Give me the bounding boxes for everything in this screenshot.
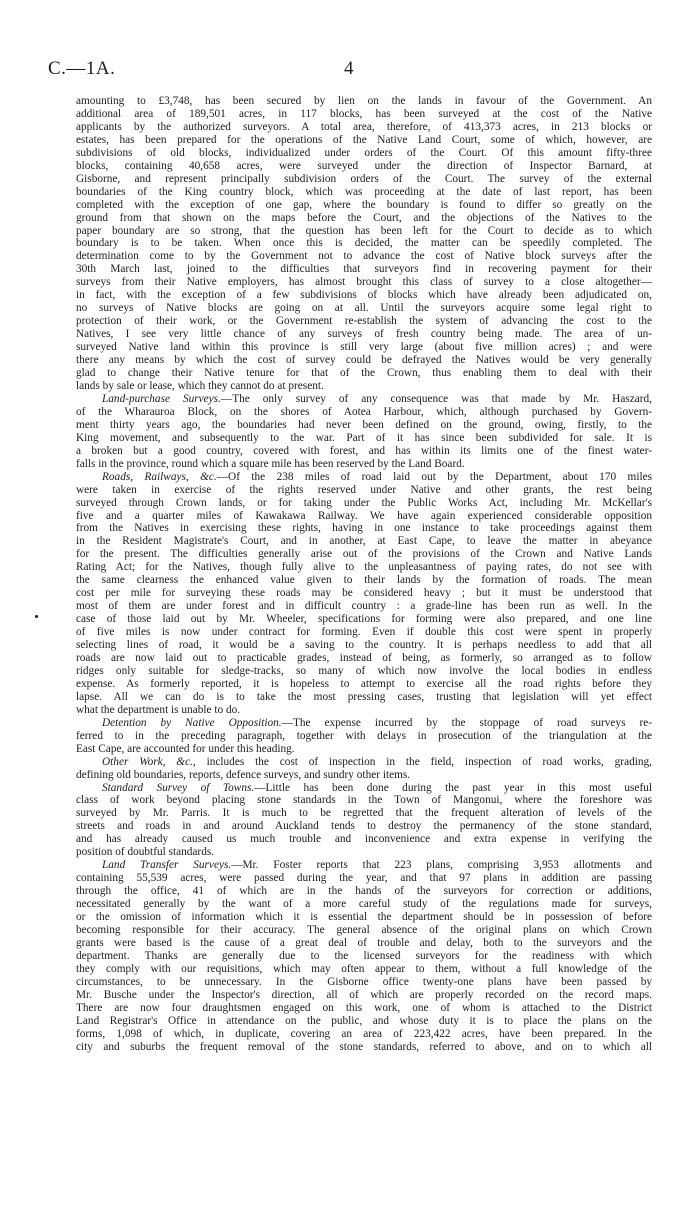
text-line: case of those laid out by Mr. Wheeler, specifications for forming were also prepared, and one line bbox=[76, 613, 652, 626]
text-line: five and a quarter miles of Kawakawa Railway. We have again experienced considerable opposition bbox=[76, 509, 652, 522]
text-line: grants were based is the cause of a great deal of trouble and delay, both to the surveyors and the bbox=[76, 936, 652, 949]
text-line: position of doubtful standards. bbox=[76, 846, 215, 859]
text-line: department. Thanks are generally due to the licensed surveyors for the readiness with which bbox=[76, 949, 652, 962]
text-line: paper boundary are so strong, that the question has been left for the Court to decide as to which bbox=[76, 224, 652, 237]
paragraph bbox=[76, 717, 652, 756]
text-line: ridges only suitable for sledge-tracks, so many of which now involve the local bodies in endless bbox=[76, 664, 652, 677]
text-line: cost per mile for surveying these roads may be considered heavy ; but it must be understood that bbox=[76, 587, 652, 600]
text-line: roads are now laid out to practicable grades, instead of being, as formerly, so arranged as to follow bbox=[76, 651, 652, 664]
text-line: additional area of 189,501 acres, in 117 blocks, has been surveyed at the cost of the Native bbox=[76, 107, 652, 120]
text-line: ment thirty years ago, the boundaries had never been defined on the ground, owing, firstly, to the bbox=[76, 418, 652, 431]
text-line: amounting to £3,748, has been secured by lien on the lands in favour of the Government. An bbox=[76, 95, 652, 107]
text-line: Roads, Railways, &c.—Of the 238 miles of road laid out by the Department, about 170 miles bbox=[102, 470, 652, 483]
text-line: containing 55,539 acres, were passed during the year, and that 97 plans in addition are passing bbox=[76, 872, 652, 885]
text-line: Land Registrar's Office in attendance on the public, and whose duty it is to place the plans on the bbox=[76, 1014, 652, 1027]
text-line: glad to change their Native tenure for that of the Crown, thus enabling them to deal with their bbox=[76, 367, 652, 380]
text-line: the same clearness the enhanced value given to their lands by the formation of roads. The mean bbox=[76, 574, 652, 587]
text-line: or the omission of information which it is essential the department should be in possession of before bbox=[76, 911, 652, 924]
text-line: through the office, 41 of which are in the hands of the surveyors for correction or additions, bbox=[76, 885, 652, 898]
text-line: blocks, containing 40,658 acres, were surveyed under the direction of Inspector Barnard, at bbox=[76, 159, 652, 172]
paragraph bbox=[76, 393, 652, 471]
page-header bbox=[48, 58, 652, 84]
text-line: Mr. Busche under the Inspector's direction, all of which are properly recorded on the record maps. bbox=[76, 988, 652, 1001]
text-line: lands by sale or lease, which they cannot do at present. bbox=[76, 379, 324, 392]
text-line: expense. As formerly reported, it is hopeless to attempt to exercise all the road rights before they bbox=[76, 677, 652, 690]
text-line: and has already caused us much trouble and inconvenience and extra expense in verifying the bbox=[76, 833, 652, 846]
text-line: surveyed Native land within this province is still very large (about five million acres) ; and were bbox=[76, 341, 652, 354]
text-line: city and suburbs the frequent removal of the stone standards, referred to above, and on to which all bbox=[76, 1040, 652, 1053]
text-line: a broken but a good country, covered with forest, and has within its limits one of the finest water- bbox=[76, 444, 652, 457]
text-line: necessitated generally by the want of a more careful study of the regulations made for surveys, bbox=[76, 898, 652, 911]
text-line: completed with the exception of one gap, where the boundary is found to differ so greatly on the bbox=[76, 198, 652, 211]
text-line: ground from that shown on the maps before the Court, and the objections of the Natives to the bbox=[76, 211, 652, 224]
text-line: in the Resident Magistrate's Court, and in another, at East Cape, to leave the matter in abeyance bbox=[76, 535, 652, 548]
text-line: Standard Survey of Towns.—Little has been done during the past year in this most useful bbox=[102, 781, 652, 794]
paragraph bbox=[76, 782, 652, 860]
text-line: class of work beyond placing stone standards in the Town of Mangonui, where the foreshore was bbox=[76, 794, 652, 807]
text-line: Natives, I see very little chance of any surveys of fresh country being made. The area of un- bbox=[76, 328, 652, 341]
text-line: becoming responsible for their accuracy. The general absence of the original plans on which Crown bbox=[76, 924, 652, 936]
text-line: East Cape, are accounted for under this heading. bbox=[76, 742, 295, 755]
text-line: Land-purchase Surveys.—The only survey of any consequence was that made by Mr. Haszard, bbox=[102, 392, 652, 405]
text-line: selecting lines of road, it would be a saving to the country. It is perhaps needless to add that all bbox=[76, 639, 652, 652]
body-text bbox=[76, 95, 652, 1054]
text-line: they comply with our requisitions, which may often appear to them, without a full knowledge of the bbox=[76, 962, 652, 975]
text-line: surveys from their Native employers, has almost brought this class of survey to a close altogether— bbox=[76, 276, 652, 289]
text-line: streets and roads in and around Auckland tends to destroy the permanency of the stone standard, bbox=[76, 820, 652, 833]
text-line: circumstances, to be unnecessary. In the Gisborne office twenty-one plans have been passed by bbox=[76, 975, 652, 988]
paragraph bbox=[76, 471, 652, 717]
text-line: in fact, with the exception of a few subdivisions of blocks which have already been adjudicated on, bbox=[76, 289, 652, 302]
text-line: lapse. All we can do is to take the most pressing cases, trusting that legislation will yet effect bbox=[76, 690, 652, 703]
text-line: boundaries of the King country block, which was proceeding at the date of last report, has been bbox=[76, 185, 652, 198]
text-line: were taken in exercise of the rights reserved under Native and other grants, the rest being bbox=[76, 483, 652, 496]
margin-mark bbox=[35, 615, 38, 618]
text-line: for the present. The difficulties generally arise out of the provisions of the Crown and Native Lands bbox=[76, 548, 652, 561]
paragraph bbox=[76, 859, 652, 1053]
paragraph bbox=[76, 95, 652, 393]
text-line: ferred to in the preceding paragraph, together with delays in prosecution of the triangulation at the bbox=[76, 729, 652, 742]
text-line: surveyed by Mr. Parris. It is much to be regretted that the frequent alteration of levels of the bbox=[76, 807, 652, 820]
text-line: applicants by the authorized surveyors. A total area, therefore, of 413,373 acres, in 213 blocks or bbox=[76, 120, 652, 133]
text-line: Detention by Native Opposition.—The expense incurred by the stoppage of road surveys re- bbox=[102, 716, 652, 729]
text-line: of five miles is now under contract for forming. Even if double this cost were spent in properly bbox=[76, 626, 652, 639]
text-line: determination come to by the Government not to advance the cost of Native block surveys after the bbox=[76, 250, 652, 263]
text-line: defining old boundaries, reports, defence surveys, and sundry other items. bbox=[76, 768, 411, 781]
text-line: subdivisions of old blocks, individualized under orders of the Court. Of this amount fifty-three bbox=[76, 146, 652, 159]
text-line: falls in the province, round which a square mile has been reserved by the Land Board. bbox=[76, 457, 465, 470]
text-line: no surveys of Native blocks are going on at all. Until the surveyors acquire some legal right to bbox=[76, 302, 652, 315]
text-line: estates, has been prepared for the operations of the Native Land Court, some of which, however, are bbox=[76, 133, 652, 146]
text-line: forms, 1,098 of which, in duplicate, covering an area of 223,422 acres, have been prepared. In the bbox=[76, 1027, 652, 1040]
text-line: protection of their work, or the Government re-establish the system of advancing the cost to the bbox=[76, 315, 652, 328]
document-reference: C.—1A. bbox=[48, 58, 116, 79]
text-line: Gisborne, and represent principally subdivision orders of the Court. The survey of the external bbox=[76, 172, 652, 185]
text-line: Land Transfer Surveys.—Mr. Foster reports that 223 plans, comprising 3,953 allotments and bbox=[102, 859, 652, 872]
text-line: most of them are under forest and in difficult country : a grade-line has been run as well. In the bbox=[76, 600, 652, 613]
text-line: Rating Act; for the Natives, though fully alive to the unpleasantness of paying rates, do not see with bbox=[76, 561, 652, 574]
text-line: King movement, and subsequently to the war. Part of it has since been subdivided for sale. It is bbox=[76, 431, 652, 444]
paragraph bbox=[76, 756, 652, 782]
text-line: from the Natives in exercising these rights, having in one instance to take proceedings against them bbox=[76, 522, 652, 535]
page-number: 4 bbox=[344, 58, 354, 79]
text-line: boundary is to be taken. When once this is decided, the matter can be speedily completed. The bbox=[76, 237, 652, 250]
text-line: surveyed through Crown lands, or for taking under the Public Works Act, including Mr. McKellar's bbox=[76, 496, 652, 509]
text-line: There are now four draughtsmen engaged on this work, one of whom is attached to the District bbox=[76, 1001, 652, 1014]
text-line: there any means by which the cost of survey could be defrayed the Natives would be very generally bbox=[76, 354, 652, 367]
text-line: of the Wharauroa Block, on the shores of Aotea Harbour, which, although purchased by Govern- bbox=[76, 405, 652, 418]
text-line: Other Work, &c., includes the cost of inspection in the field, inspection of road works, grading, bbox=[102, 755, 652, 768]
text-line: 30th March last, joined to the difficulties that surveyors find in recovering payment for their bbox=[76, 263, 652, 276]
text-line: what the department is unable to do. bbox=[76, 703, 241, 716]
